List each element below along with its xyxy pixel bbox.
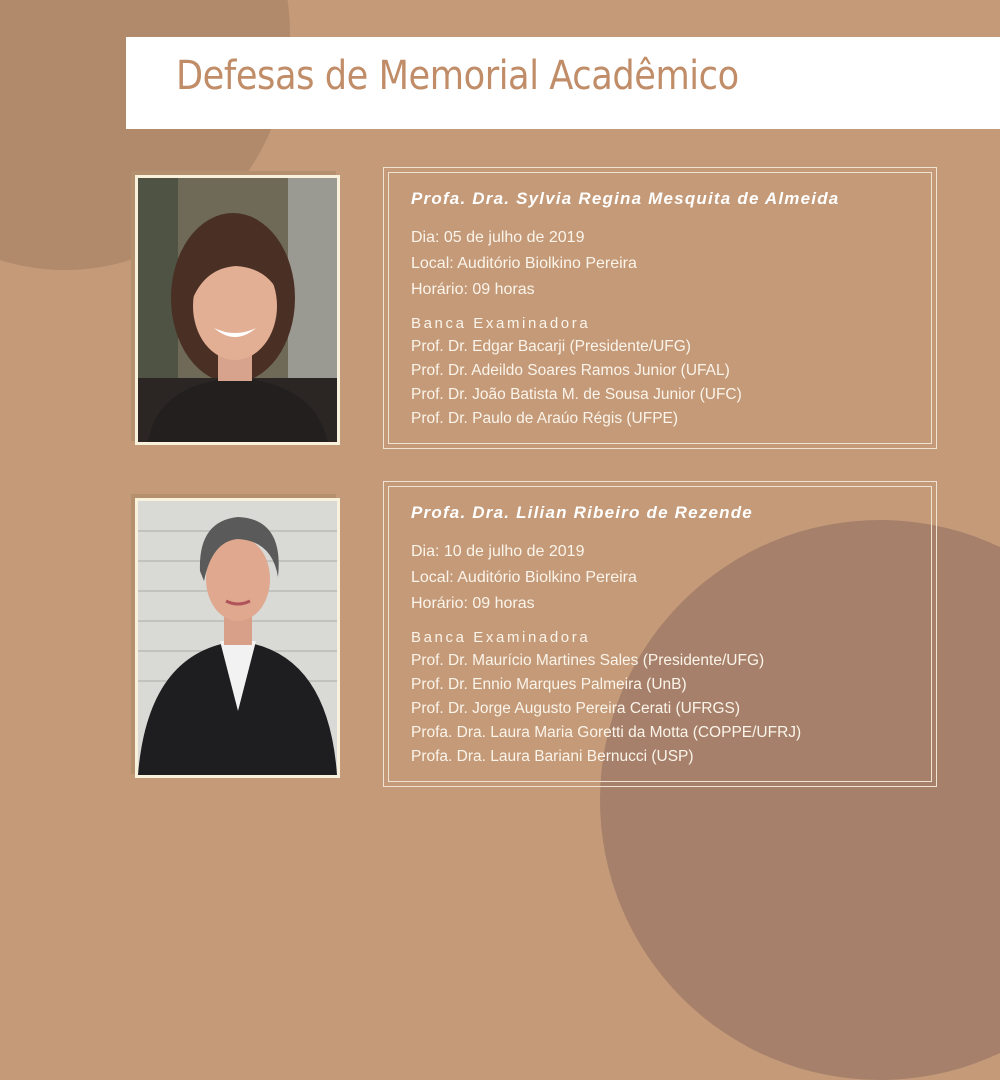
committee-member: Prof. Dr. Ennio Marques Palmeira (UnB) [411,676,687,693]
defense-card-2 [388,486,932,782]
portrait-image [138,501,337,775]
candidate-name: Profa. Dra. Sylvia Regina Mesquita de Almeida [411,189,840,208]
committee-title: Banca Examinadora [411,629,591,646]
portrait-image [138,178,337,442]
defense-card-1 [388,172,932,444]
committee-member: Prof. Dr. Paulo de Araúo Régis (UFPE) [411,410,679,427]
page-title: Defesas de Memorial Acadêmico [176,53,739,99]
committee-member: Prof. Dr. Maurício Martines Sales (Presidente/UFG) [411,652,765,669]
committee-member: Prof. Dr. Edgar Bacarji (Presidente/UFG) [411,338,691,355]
committee-member: Profa. Dra. Laura Bariani Bernucci (USP) [411,748,694,765]
committee-member: Prof. Dr. Adeildo Soares Ramos Junior (UFAL) [411,362,730,379]
committee-member: Prof. Dr. Jorge Augusto Pereira Cerati (UFRGS) [411,700,741,717]
defense-time: Horário: 09 horas [411,595,535,612]
committee-member: Profa. Dra. Laura Maria Goretti da Motta (COPPE/UFRJ) [411,724,802,741]
candidate-name: Profa. Dra. Lilian Ribeiro de Rezende [411,503,753,522]
title-banner [126,37,1000,129]
defense-location: Local: Auditório Biolkino Pereira [411,255,637,272]
defense-time: Horário: 09 horas [411,281,535,298]
committee-title: Banca Examinadora [411,315,591,332]
defense-location: Local: Auditório Biolkino Pereira [411,569,637,586]
portrait-photo-lilian [135,498,340,778]
committee-member: Prof. Dr. João Batista M. de Sousa Junior (UFC) [411,386,742,403]
portrait-photo-sylvia [135,175,340,445]
defense-date: Dia: 10 de julho de 2019 [411,543,585,560]
defense-date: Dia: 05 de julho de 2019 [411,229,585,246]
